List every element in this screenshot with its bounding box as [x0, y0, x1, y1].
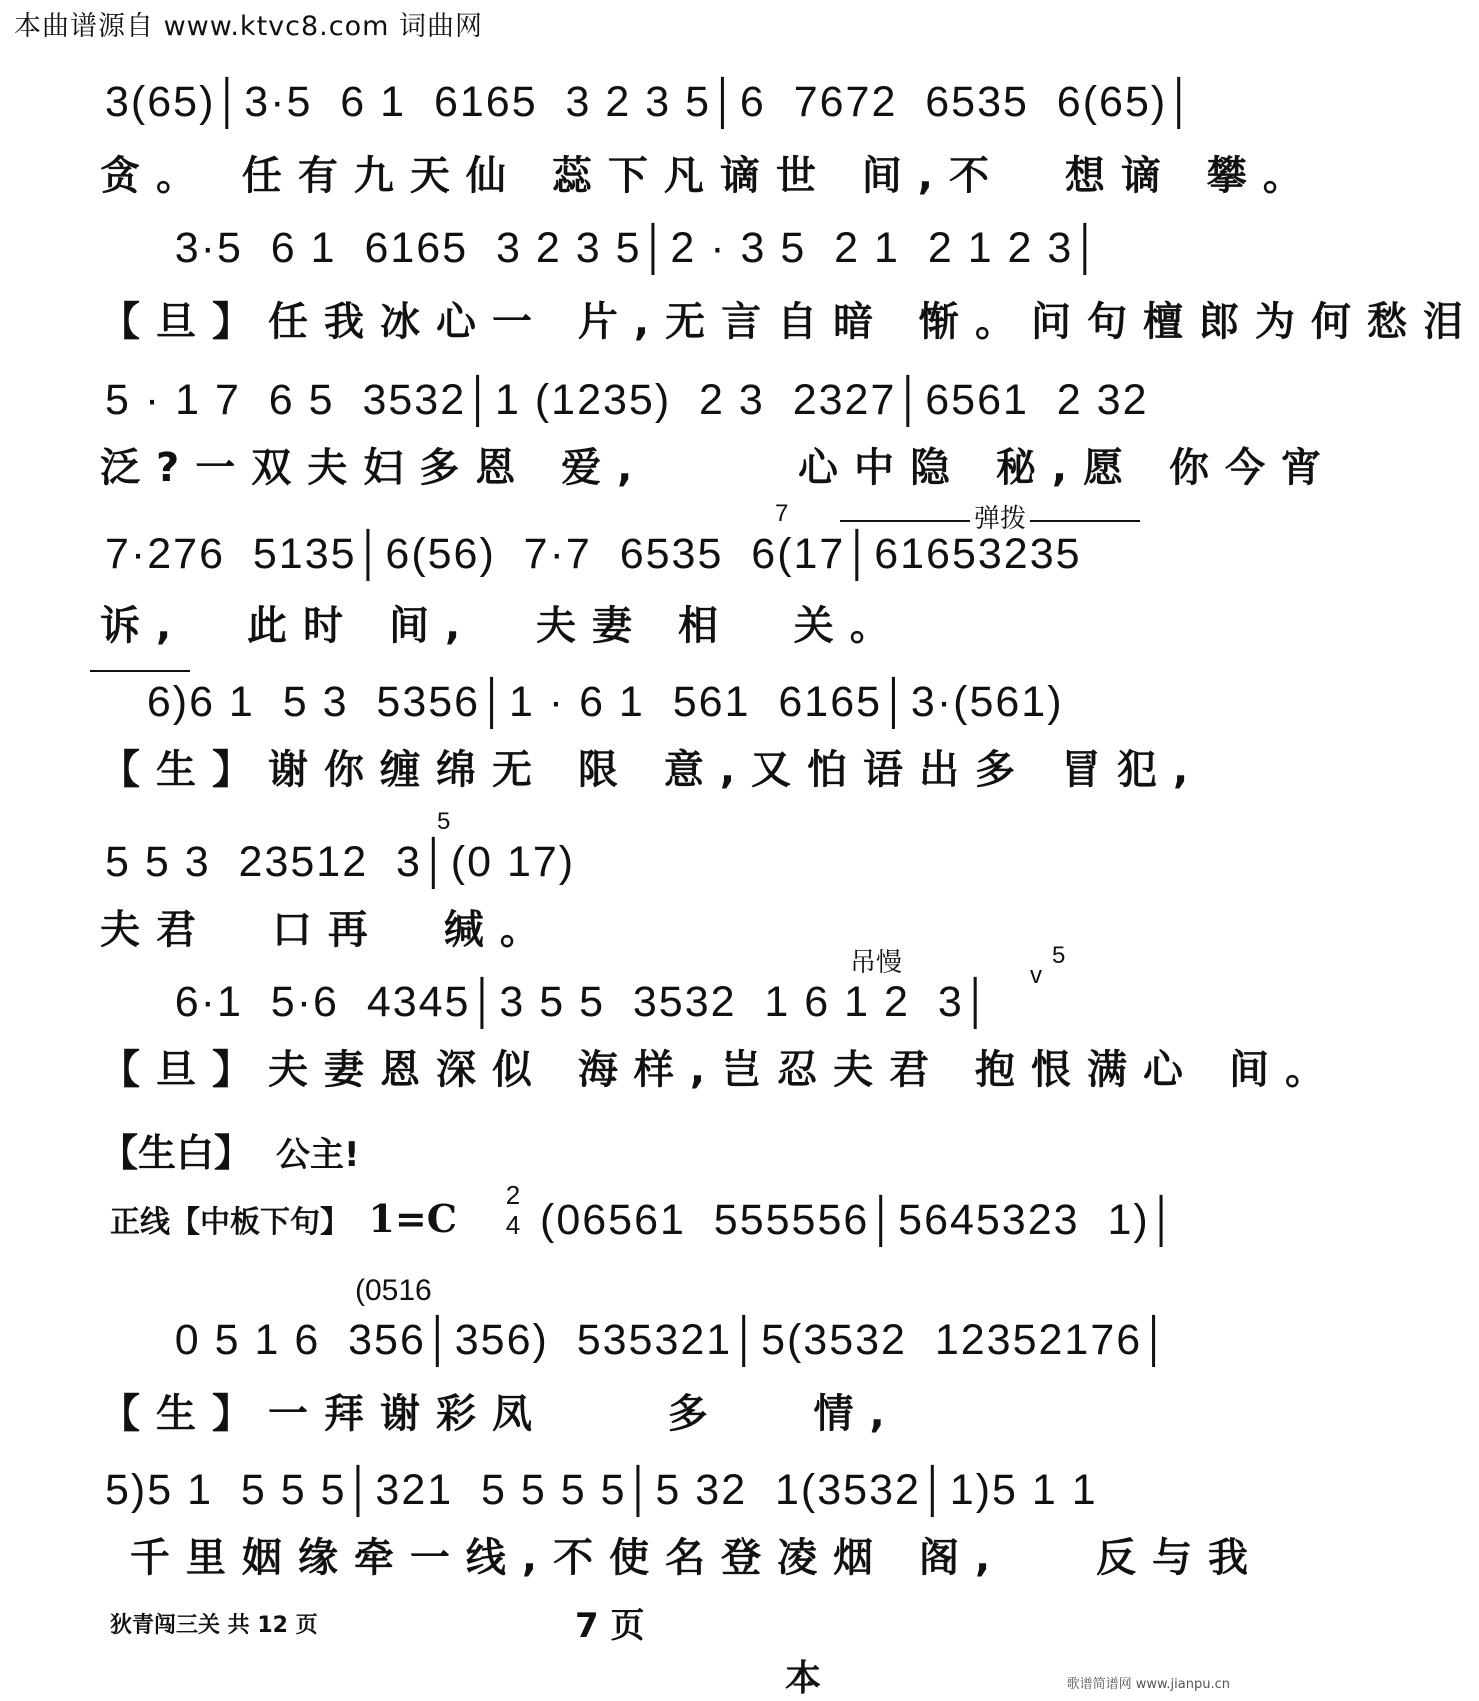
watermark: 歌谱简谱网 www.jianpu.cn — [1066, 1677, 1230, 1692]
lyric: 【生】一拜谢彩凤 多 情, — [100, 1391, 901, 1437]
lyric: 诉, 此时 间, 夫妻 相 关。 — [100, 603, 906, 649]
time-top: 2 — [505, 1180, 521, 1210]
grace-note: 5 — [1052, 942, 1066, 969]
score-line-4 — [0, 498, 1240, 649]
lyric: 【生】谢你缠绵无 限 意,又怕语出多 冒犯, — [100, 747, 1205, 793]
notation: 7·276 5135│6(56) 7·7 6535 6(17│61653235 — [105, 530, 1082, 578]
score-line-3 — [0, 370, 1337, 500]
lyric: 千里姻缘牵一线,不使名登凌烟 阁, 反与我 — [100, 1535, 1265, 1581]
spoken-line — [100, 1122, 360, 1177]
alt-notes: (0516 — [355, 1274, 432, 1307]
diaoman-label: 吊慢 — [850, 948, 903, 978]
breath-mark: v — [1030, 962, 1042, 989]
key-signature-line — [110, 1196, 457, 1241]
grace-note: 7 — [775, 500, 789, 527]
notation: 3·5 6 1 6165 3 2 3 5│2 · 3 5 2 1 2 1 2 3│ — [105, 224, 1103, 272]
speech-role: 【生白】 — [100, 1131, 253, 1175]
lyric: 【旦】夫妻恩深似 海样,岂忍夫君 抱恨满心 间。 — [100, 1047, 1341, 1093]
score-line-2 — [0, 218, 1479, 348]
lyric: 泛?一双夫妇多恩 爱, 心中隐 秘,愿 你今宵 — [100, 445, 1337, 491]
footer-title: 狄青闯三关 共 12 页 — [110, 1613, 318, 1638]
notation: 6·1 5·6 4345│3 5 5 3532 1 6 1 2 3│ — [105, 978, 993, 1026]
section-label: 正线【中板下句】 — [110, 1205, 350, 1240]
score-line-7 — [0, 942, 1341, 1093]
notation: 5 5 3 23512 3│(0 17) — [105, 838, 576, 886]
notation: 6)6 1 5 3 5356│1 · 6 1 561 6165│3·(561) — [105, 678, 1064, 726]
notation: 5 · 1 7 6 5 3532│1 (1235) 2 3 2327│6561 2 32 — [105, 376, 1149, 424]
speech-text: 公主! — [276, 1135, 360, 1175]
time-bottom: 4 — [505, 1210, 521, 1240]
key-signature: 1=C — [368, 1196, 457, 1241]
grace-note: 5 — [437, 808, 451, 835]
notation: 3(65)│3·5 6 1 6165 3 2 3 5│6 7672 6535 6(65)│ — [105, 78, 1197, 126]
time-signature — [498, 1180, 528, 1240]
tanbo-label: 弹拨 — [970, 498, 1030, 535]
lyric: 夫君 口再 缄。 — [100, 907, 556, 953]
key-line-notation: (06561 555556│5645323 1)│ — [540, 1196, 1179, 1244]
score-line-8 — [0, 1270, 1240, 1437]
tanbo-line-cont — [90, 670, 190, 672]
score-line-6 — [0, 808, 1240, 953]
lyric: 贪。 任有九天仙 蕊下凡谪世 间,不 想谪 攀。 — [100, 153, 1319, 199]
score-line-9 — [0, 1460, 1265, 1590]
score-line-5 — [0, 670, 1240, 800]
notation: 0 5 1 6 356│356) 535321│5(3532 12352176│ — [105, 1316, 1172, 1364]
source-header: 本曲谱源自 www.ktvc8.com 词曲网 — [14, 11, 483, 42]
score-line-1 — [0, 72, 1319, 202]
footer-bottom-mark: 本 — [785, 1658, 822, 1699]
notation: 5)5 1 5 5 5│321 5 5 5 5│5 32 1(3532│1)5 1 1 — [105, 1466, 1098, 1514]
page-number: 7 页 — [575, 1606, 645, 1646]
lyric: 【旦】任我冰心一 片,无言自暗 惭。问句檀郎为何愁泪 — [100, 299, 1479, 345]
